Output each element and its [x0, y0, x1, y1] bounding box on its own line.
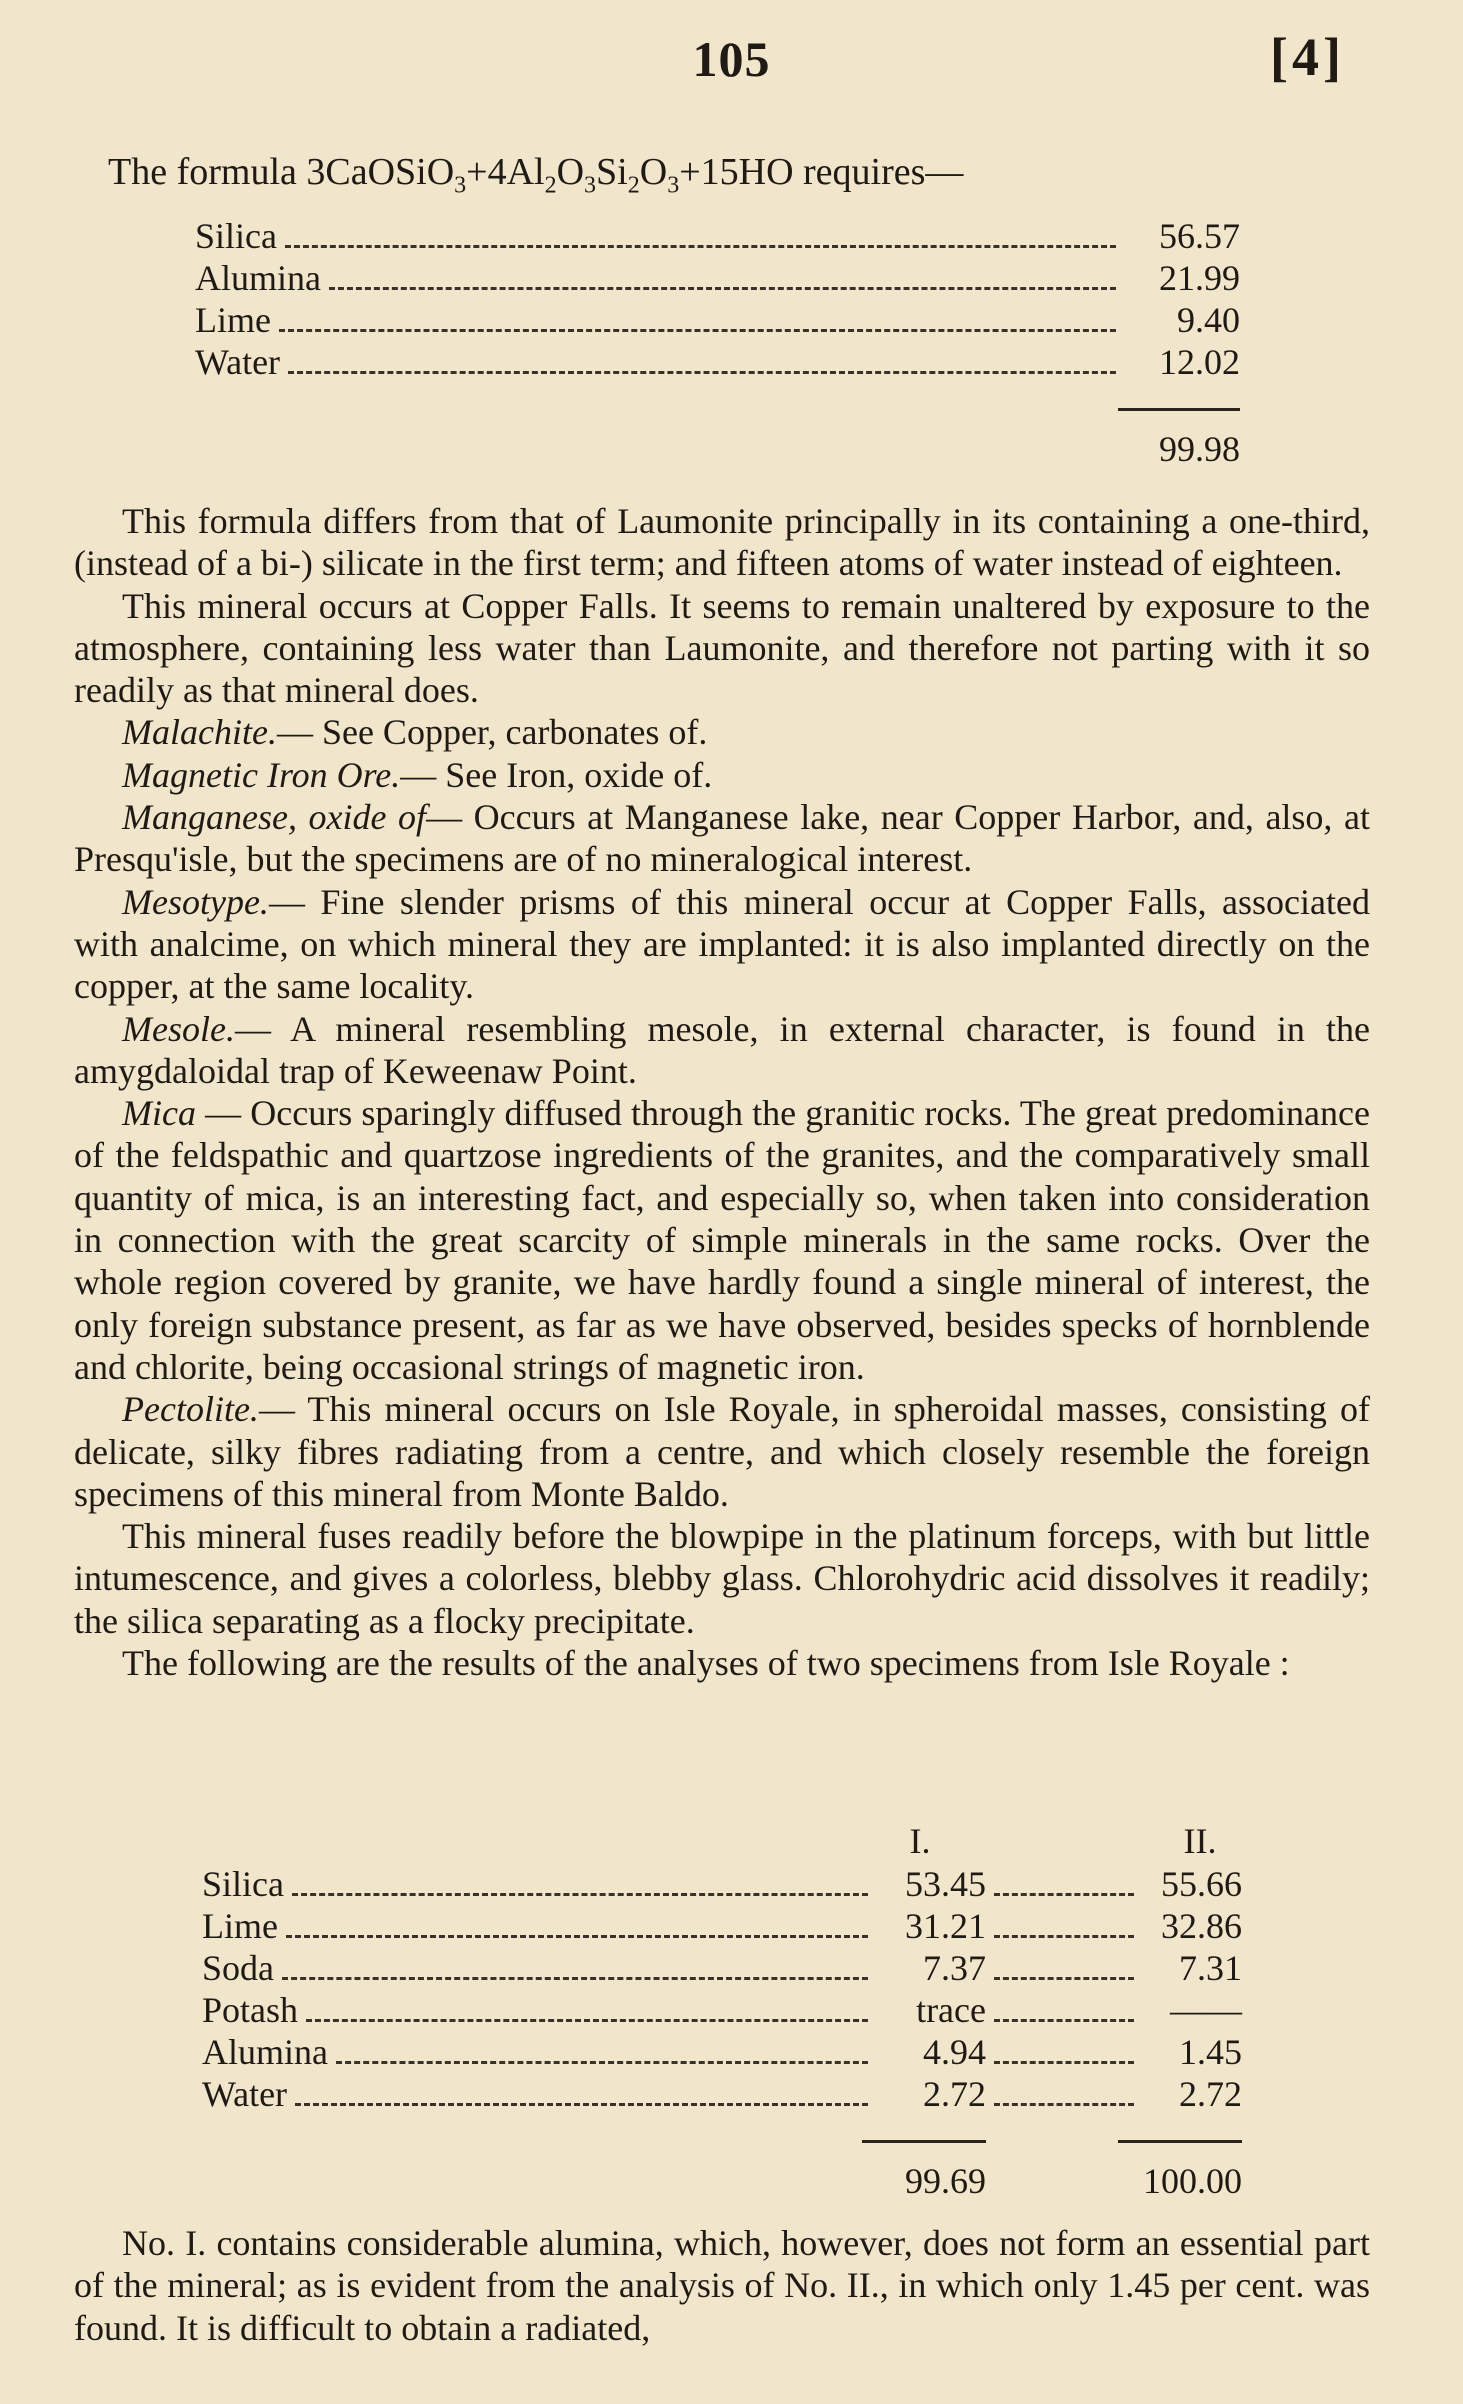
- paragraph: Magnetic Iron Ore.— See Iron, oxide of.: [122, 754, 713, 795]
- sum-rule: [1118, 2140, 1242, 2143]
- paragraph: No. I. contains considerable alumina, which, however, does not form an essential part of the mineral; as is evident from the analysis of No. II., in which only 1.45 per cent. was found. It is difficult to obtain a radiated,: [74, 2223, 1370, 2348]
- paragraph: Mesotype.— Fine slender prisms of this mineral occur at Copper Falls, associated with analcime, on which mineral they are implanted: it is also implanted directly on the copper, at the same locality.: [74, 881, 1370, 1007]
- column-header-ii: II.: [1183, 1821, 1217, 1861]
- paragraph: This formula differs from that of Laumonite principally in its containing a one-third, (instead of a bi-) silicate in the first term; and fifteen atoms of water instead of eighteen.: [74, 501, 1370, 584]
- footer-text: [74, 2222, 1370, 2349]
- mineral-term: Magnetic Iron Ore.: [122, 754, 401, 795]
- sum-rule: [862, 2140, 986, 2143]
- mineral-term: Mica: [122, 1093, 196, 1134]
- analysis-total-ii: 100.00: [1143, 2161, 1242, 2201]
- paragraph: Mica — Occurs sparingly diffused through the granitic rocks. The great predominance of the feldspathic and quartzose ingredients of the granites, and the comparatively small quantity of mica, is an interesting fact, and especially so, when taken into consideration in connection with the great scarcity of simple minerals in the same rocks. Over the whole region covered by granite, we have hardly found a single mineral of interest, the only foreign substance present, as far as we have observed, besides specks of hornblende and chlorite, being occasional strings of magnetic iron.: [74, 1093, 1370, 1387]
- analysis-row: Alumina 4.94 1.45: [202, 2032, 1242, 2072]
- paragraph: Manganese, oxide of— Occurs at Manganese lake, near Copper Harbor, and, also, at Presqu'isle, but the specimens are of no mineralogical interest.: [74, 797, 1370, 880]
- paragraph: Malachite.— See Copper, carbonates of.: [122, 712, 708, 753]
- signature-mark: [4]: [1270, 27, 1345, 87]
- paragraph: Pectolite.— This mineral occurs on Isle Royale, in spheroidal masses, consisting of delicate, silky fibres radiating from a centre, and which closely resemble the foreign specimens of this mineral from Monte Baldo.: [74, 1389, 1370, 1514]
- mineral-term: Mesotype.: [122, 881, 269, 922]
- analysis-row: Water 2.72 2.72: [202, 2074, 1242, 2114]
- requires-row: Alumina 21.99: [195, 258, 1240, 298]
- paragraph: This mineral fuses readily before the blowpipe in the platinum forceps, with but little intumescence, and gives a colorless, blebby glass. Chlorohydric acid dissolves it readily; the silica separating as a flocky precipitate.: [74, 1516, 1370, 1641]
- analysis-row: Soda 7.37 7.31: [202, 1948, 1242, 1988]
- mineral-term: Pectolite.: [122, 1389, 259, 1430]
- requires-total: 99.98: [1159, 429, 1240, 469]
- requires-row: Silica 56.57: [195, 216, 1240, 256]
- column-header-i: I.: [909, 1821, 931, 1861]
- mineral-term: Manganese, oxide of: [122, 797, 427, 838]
- formula-line: The formula $3CaOSiO_3+4Al_2O_3Si_2O_3+15HO$ requires—: [108, 151, 964, 199]
- paragraph: The following are the results of the analyses of two specimens from Isle Royale :: [122, 1643, 1290, 1684]
- analysis-row: Lime 31.21 32.86: [202, 1906, 1242, 1946]
- requires-row: Lime 9.40: [195, 300, 1240, 340]
- analysis-row: Potash trace ——: [202, 1990, 1242, 2030]
- mineral-term: Malachite.: [122, 712, 277, 753]
- analysis-total-i: 99.69: [905, 2161, 986, 2201]
- mineral-term: Mesole.: [122, 1008, 235, 1049]
- sum-rule: [1118, 408, 1240, 411]
- analysis-row: Silica 53.45 55.66: [202, 1864, 1242, 1904]
- page-number: 105: [692, 31, 771, 87]
- body-text: [74, 500, 1370, 1684]
- requires-row: Water 12.02: [195, 342, 1240, 382]
- paragraph: This mineral occurs at Copper Falls. It seems to remain unaltered by exposure to the atmosphere, containing less water than Laumonite, and therefore not parting with it so readily as that mineral does.: [74, 585, 1370, 711]
- paragraph: Mesole.— A mineral resembling mesole, in external character, is found in the amygdaloidal trap of Keweenaw Point.: [74, 1008, 1370, 1091]
